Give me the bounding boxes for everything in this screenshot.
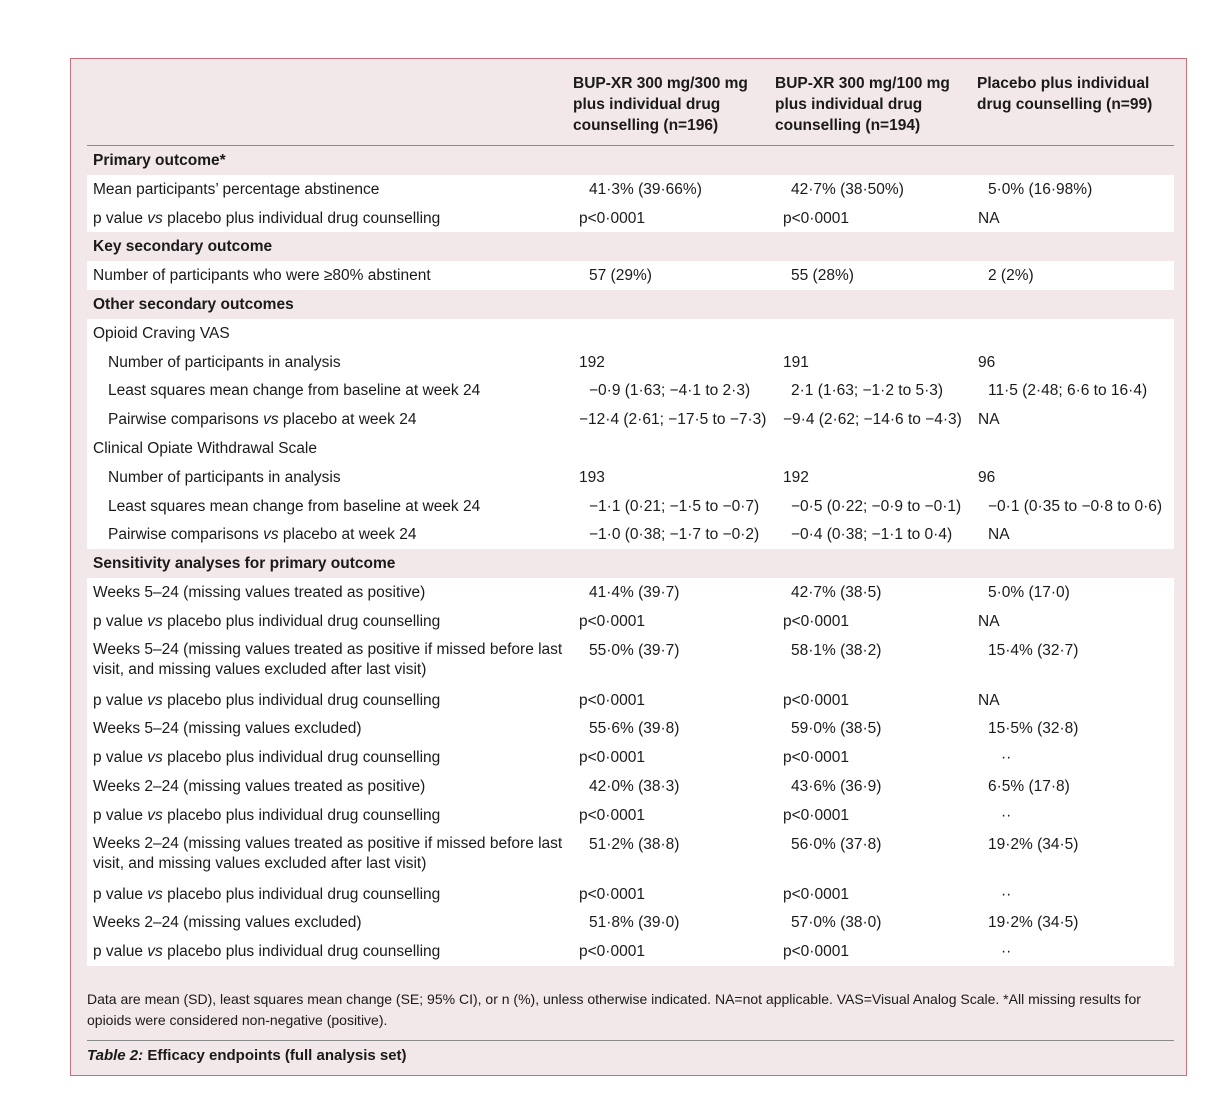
cell-col1: 55·6% (39·8) [589,720,680,738]
cell-col1: 55·0% (39·7) [589,641,680,659]
row-label: p value vs placebo plus individual drug counselling [93,209,441,227]
section-header-row [87,549,1174,578]
cell-col1: 51·2% (38·8) [589,835,680,853]
row-label: Pairwise comparisons vs placebo at week 24 [108,526,417,544]
caption-label: Table 2: [87,1047,144,1064]
section-header-row [87,232,1174,261]
cell-col2: 43·6% (36·9) [791,777,882,795]
cell-col2: 57·0% (38·0) [791,914,882,932]
cell-col2: 42·7% (38·5) [791,583,882,601]
cell-col3: 5·0% (16·98%) [988,180,1093,198]
cell-col2: p<0·0001 [783,209,849,227]
column-header-bup-300-100: BUP-XR 300 mg/100 mg plus individual drug counselling (n=194) [775,75,950,134]
row-label: Weeks 5–24 (missing values treated as positive) [93,583,426,601]
caption-text: Efficacy endpoints (full analysis set) [147,1047,407,1064]
table-row [87,348,1174,377]
cell-col2: 191 [783,353,809,371]
table-row [87,686,1174,715]
cell-col3: 15·5% (32·8) [988,720,1079,738]
cell-col3: NA [978,691,1000,709]
cell-col3: 96 [978,353,996,371]
table-row [87,492,1174,521]
cell-col3: NA [978,411,1000,429]
section-label: Primary outcome* [93,152,226,169]
cell-col1: p<0·0001 [579,885,645,903]
table-row [87,204,1174,233]
cell-col2: p<0·0001 [783,806,849,824]
cell-col3: ·· [1001,943,1012,961]
column-header-placebo: Placebo plus individual drug counselling (n=99) [977,75,1153,113]
vs-italic: vs [147,749,163,767]
table-row [87,578,1174,607]
cell-col1: −12·4 (2·61; −17·5 to −7·3) [579,411,767,429]
cell-col3: 2 (2%) [988,267,1034,285]
cell-col3: 15·4% (32·7) [988,641,1079,659]
cell-col1: 57 (29%) [589,267,652,285]
table-row [87,772,1174,801]
vs-italic: vs [147,691,163,709]
cell-col1: 42·0% (38·3) [589,777,680,795]
cell-col3: −0·1 (0·35 to −0·8 to 0·6) [988,497,1163,515]
row-label: Weeks 5–24 (missing values treated as positive if missed before last visit, and missing values excluded after last visit) [93,640,563,678]
cell-col1: 41·3% (39·66%) [589,180,702,198]
cell-col3: 5·0% (17·0) [988,583,1070,601]
row-label: Weeks 2–24 (missing values treated as positive) [93,777,426,795]
table-row [87,175,1174,204]
cell-col1: −0·9 (1·63; −4·1 to 2·3) [589,382,751,400]
table-caption [87,1047,407,1064]
table-row [87,607,1174,636]
row-label: Pairwise comparisons vs placebo at week 24 [108,411,417,429]
cell-col2: −0·4 (0·38; −1·1 to 0·4) [791,526,953,544]
row-label: Number of participants in analysis [108,468,341,486]
cell-col3: NA [978,612,1000,630]
cell-col1: −1·1 (0·21; −1·5 to −0·7) [589,497,760,515]
cell-col2: p<0·0001 [783,691,849,709]
table-row [87,743,1174,772]
efficacy-table [87,59,1174,966]
cell-col3: NA [988,526,1010,544]
table-header [87,59,1174,146]
table-row [87,405,1174,434]
table-row [87,801,1174,830]
caption-divider [87,1040,1174,1041]
column-header-bup-300-300: BUP-XR 300 mg/300 mg plus individual drug counselling (n=196) [573,75,748,134]
section-header-row [87,146,1174,175]
cell-col2: 56·0% (37·8) [791,835,882,853]
table-row [87,261,1174,290]
section-label: Key secondary outcome [93,238,273,256]
row-label: Weeks 5–24 (missing values excluded) [93,720,362,738]
table-row [87,714,1174,743]
cell-col1: p<0·0001 [579,612,645,630]
table-row [87,463,1174,492]
cell-col1: 51·8% (39·0) [589,914,680,932]
table-panel [70,58,1187,1076]
section-label: Sensitivity analyses for primary outcome [93,555,396,573]
table-row [87,908,1174,937]
section-header-row [87,290,1174,319]
vs-italic: vs [263,411,279,429]
row-label: Number of participants who were ≥80% abstinent [93,267,431,285]
row-label: Least squares mean change from baseline at week 24 [108,382,481,400]
cell-col2: 192 [783,468,809,486]
row-label: p value vs placebo plus individual drug counselling [93,691,441,709]
cell-col1: 41·4% (39·7) [589,583,680,601]
section-label: Other secondary outcomes [93,295,294,313]
row-label: p value vs placebo plus individual drug counselling [93,943,441,961]
cell-col2: −9·4 (2·62; −14·6 to −4·3) [783,411,962,429]
cell-col1: 193 [579,468,605,486]
row-label: p value vs placebo plus individual drug counselling [93,612,441,630]
cell-col3: 6·5% (17·8) [988,777,1070,795]
cell-col1: 192 [579,353,605,371]
cell-col1: p<0·0001 [579,943,645,961]
cell-col3: NA [978,209,1000,227]
row-label: Least squares mean change from baseline at week 24 [108,497,481,515]
row-label: Weeks 2–24 (missing values treated as positive if missed before last visit, and missing values excluded after last visit) [93,834,563,872]
table-row [87,880,1174,909]
cell-col2: p<0·0001 [783,943,849,961]
cell-col1: −1·0 (0·38; −1·7 to −0·2) [589,526,760,544]
cell-col3: 96 [978,468,996,486]
vs-italic: vs [147,943,163,961]
cell-col3: ·· [1001,806,1012,824]
table-row [87,319,1174,348]
row-label: Clinical Opiate Withdrawal Scale [93,439,317,457]
cell-col1: p<0·0001 [579,806,645,824]
cell-col2: 58·1% (38·2) [791,641,882,659]
vs-italic: vs [147,806,163,824]
cell-col2: p<0·0001 [783,749,849,767]
cell-col1: p<0·0001 [579,209,645,227]
table-row [87,636,1174,686]
cell-col3: 19·2% (34·5) [988,914,1079,932]
cell-col2: −0·5 (0·22; −0·9 to −0·1) [791,497,962,515]
cell-col2: 55 (28%) [791,267,854,285]
cell-col3: ·· [1001,885,1012,903]
cell-col2: p<0·0001 [783,612,849,630]
row-label: Weeks 2–24 (missing values excluded) [93,914,362,932]
vs-italic: vs [147,209,163,227]
table-row [87,830,1174,880]
table-row [87,376,1174,405]
cell-col2: 42·7% (38·50%) [791,180,904,198]
table-row [87,937,1174,966]
vs-italic: vs [147,885,163,903]
table-row [87,520,1174,549]
cell-col2: p<0·0001 [783,885,849,903]
row-label: p value vs placebo plus individual drug counselling [93,749,441,767]
row-label: Opioid Craving VAS [93,324,230,342]
row-label: p value vs placebo plus individual drug counselling [93,885,441,903]
table-footnote: Data are mean (SD), least squares mean change (SE; 95% CI), or n (%), unless otherwise indicated. NA=not applicable. VAS=Visual Analog Scale. *All missing results for opioids were considered non-negative (positive). [87,991,1141,1028]
cell-col3: 11·5 (2·48; 6·6 to 16·4) [988,382,1148,400]
cell-col3: ·· [1001,749,1012,767]
cell-col1: p<0·0001 [579,691,645,709]
cell-col3: 19·2% (34·5) [988,835,1079,853]
row-label: Number of participants in analysis [108,353,341,371]
cell-col2: 2·1 (1·63; −1·2 to 5·3) [791,382,944,400]
table-row [87,434,1174,463]
cell-col2: 59·0% (38·5) [791,720,882,738]
vs-italic: vs [147,612,163,630]
vs-italic: vs [263,526,279,544]
cell-col1: p<0·0001 [579,749,645,767]
row-label: p value vs placebo plus individual drug counselling [93,806,441,824]
row-label: Mean participants’ percentage abstinence [93,180,380,198]
table-body [87,146,1174,966]
